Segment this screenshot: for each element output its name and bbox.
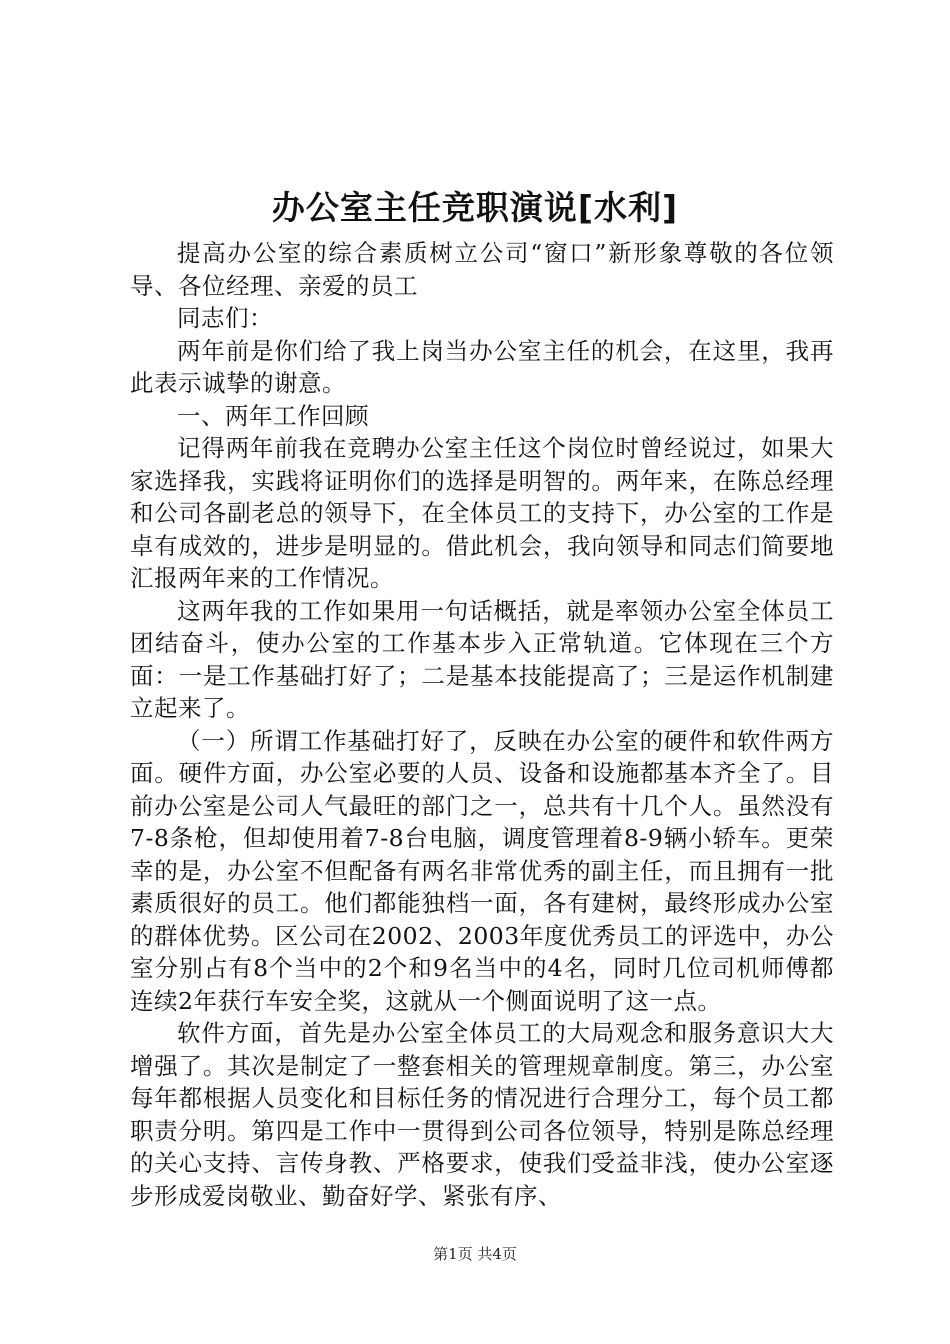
paragraph-review-intro: 记得两年前我在竞聘办公室主任这个岗位时曾经说过，如果大家选择我，实践将证明你们的选择是明智的。两年来，在陈总经理和公司各副老总的领导下，在全体员工的支持下，办公室的工作是卓有成效的，进步是明显的。借此机会，我向领导和同志们简要地汇报两年来的工作情况。 — [130, 434, 834, 592]
paragraph-hardware: （一）所谓工作基础打好了，反映在办公室的硬件和软件两方面。硬件方面，办公室必要的人员、设备和设施都基本齐全了。目前办公室是公司人气最旺的部门之一，总共有十几个人。虽然没有7-8条枪，但却使用着7-8台电脑，调度管理着8-9辆小轿车。更荣幸的是，办公室不但配备有两名非常优秀的副主任，而且拥有一批素质很好的员工。他们都能独档一面，各有建树，最终形成办公室的群体优势。区公司在2002、2003年度优秀员工的评选中，办公室分别占有8个当中的2个和9名当中的4名，同时几位司机师傅都连续2年获行车安全奖，这就从一个侧面说明了这一点。 — [130, 726, 834, 1015]
paragraph-thanks: 两年前是你们给了我上岗当办公室主任的机会，在这里，我再此表示诚挚的谢意。 — [130, 336, 834, 397]
document-title: 办公室主任竞职演说[水利] — [271, 188, 679, 227]
document-body — [130, 237, 834, 1212]
paragraph-opening: 提高办公室的综合素质树立公司“窗口”新形象尊敬的各位领导、各位经理、亲爱的员工 — [130, 239, 834, 300]
page-indicator: 第1页 共4页 — [433, 1245, 517, 1263]
paragraph-software: 软件方面，首先是办公室全体员工的大局观念和服务意识大大增强了。其次是制定了一整套相关的管理规章制度。第三，办公室每年都根据人员变化和目标任务的情况进行合理分工，每个员工都职责分明。第四是工作中一贯得到公司各位领导，特别是陈总经理的关心支持、言传身教、严格要求，使我们受益非浅，使办公室逐步形成爱岗敬业、勤奋好学、紧张有序、 — [130, 1019, 834, 1210]
paragraph-summary: 这两年我的工作如果用一句话概括，就是率领办公室全体员工团结奋斗，使办公室的工作基本步入正常轨道。它体现在三个方面：一是工作基础打好了；二是基本技能提高了；三是运作机制建立起来了。 — [130, 596, 834, 722]
paragraph-salutation: 同志们： — [177, 304, 273, 332]
section-heading-review: 一、两年工作回顾 — [177, 401, 369, 430]
